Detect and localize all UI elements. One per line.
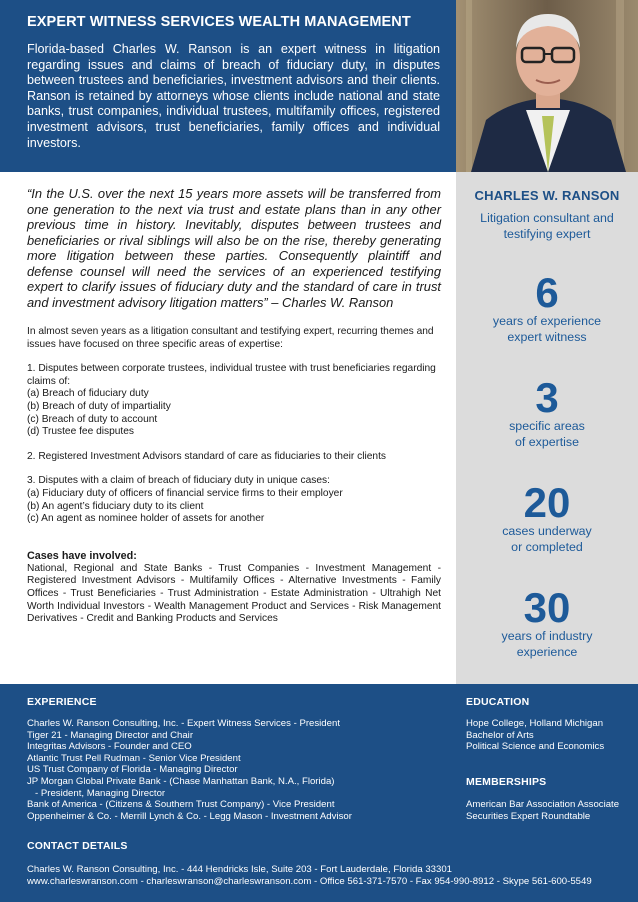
stat-label: years of experience	[492, 314, 602, 328]
stat-number: 3	[535, 374, 559, 421]
memberships-list	[466, 799, 619, 822]
list-item: (b) An agent’s fiduciary duty to its client	[27, 500, 204, 512]
stat-label: specific areas	[509, 419, 585, 433]
education-item: Hope College, Holland Michigan	[466, 718, 604, 729]
stat-number: 6	[535, 269, 559, 316]
list-item: (b) Breach of duty of impartiality	[27, 400, 171, 412]
stat-label: of expertise	[514, 434, 580, 449]
footer	[0, 684, 638, 902]
stat-number: 30	[523, 584, 571, 631]
quote-block: “In the U.S. over the next 15 years more assets will be transferred from one generation to the next via trust and estate plans than in any other previous time in history. Inevitably, disputes between trustees and beneficiaries or rival siblings will also be on the rise, thereby generating more litigation between these parties. Consequently plaintiff and defense counsel will need the services of an experienced testifying expert to clarify issues of fiduciary duty and the standard of care in trust and investment advisory litigation matters” – Charles W. Ranson	[27, 186, 441, 310]
contact-title: CONTACT DETAILS	[27, 840, 128, 852]
stat-label: cases underway	[502, 524, 592, 538]
profile-sidebar	[456, 172, 638, 684]
page-title: EXPERT WITNESS SERVICES WEALTH MANAGEMENT	[27, 14, 411, 30]
stat-specific-areas	[456, 374, 638, 450]
experience-item: Oppenheimer & Co. - Merrill Lynch & Co. - Legg Mason - Investment Advisor	[27, 810, 352, 822]
experience-title: EXPERIENCE	[27, 696, 97, 708]
experience-item: Atlantic Trust Pell Rudman - Senior Vice President	[27, 752, 241, 764]
profile-role-line: Litigation consultant and	[480, 211, 614, 225]
experience-item: - President, Managing Director	[27, 787, 166, 799]
experience-list	[27, 718, 352, 822]
stat-label: expert witness	[507, 329, 587, 344]
stat-cases	[456, 479, 638, 555]
list-item: (c) Breach of duty to account	[27, 413, 158, 425]
cases-title: Cases have involved:	[27, 549, 137, 562]
education-list	[466, 718, 604, 753]
experience-item: Charles W. Ranson Consulting, Inc. - Expert Witness Services - President	[27, 718, 340, 729]
intro-paragraph: Florida-based Charles W. Ranson is an expert witness in litigation regarding issues and claims of breach of fiduciary duty, in disputes between trustees and beneficiaries, investment advisors and their clients. Ranson is retained by attorneys whose clients include national and state banks, trust companies, individual trustees, multifamily offices, registered investment advisors, trust beneficiaries, family offices and individual investors.	[27, 42, 440, 150]
expertise-area-1	[27, 363, 441, 439]
area-heading: 1. Disputes between corporate trustees, individual trustee with trust beneficiaries regarding claims of:	[27, 363, 436, 387]
stat-label: years of industry	[501, 629, 593, 643]
portrait-photo	[456, 0, 638, 172]
experience-item: US Trust Company of Florida - Managing Director	[27, 764, 238, 776]
profile-role	[456, 211, 638, 242]
memberships-title: MEMBERSHIPS	[466, 776, 547, 788]
experience-item: Integritas Advisors - Founder and CEO	[27, 741, 192, 753]
experience-item: Bank of America - (Citizens & Southern Trust Company) - Vice President	[27, 799, 335, 811]
expertise-section	[27, 326, 441, 526]
list-item: (d) Trustee fee disputes	[27, 426, 135, 438]
stat-number: 20	[523, 479, 571, 526]
membership-item: American Bar Association Associate	[466, 799, 620, 810]
education-item: Bachelor of Arts	[466, 729, 534, 741]
stat-years-expert	[456, 269, 638, 345]
membership-item: Securities Expert Roundtable	[466, 810, 591, 822]
experience-item: JP Morgan Global Private Bank - (Chase Manhattan Bank, N.A., Florida)	[27, 775, 335, 787]
education-item: Political Science and Economics	[466, 741, 605, 753]
list-item: (a) Fiduciary duty of officers of financial service firms to their employer	[27, 487, 343, 499]
experience-item: Tiger 21 - Managing Director and Chair	[27, 729, 194, 741]
expertise-area-2	[27, 451, 441, 464]
header-banner	[0, 0, 456, 172]
profile-role-line: testifying expert	[503, 226, 591, 241]
stat-label: experience	[516, 644, 578, 659]
overview-paragraph: In almost seven years as a litigation consultant and testifying expert, recurring themes and issues have focused on three specific areas of expertise:	[27, 326, 434, 350]
education-title: EDUCATION	[466, 696, 530, 708]
contact-details	[27, 864, 592, 887]
portrait-illustration	[456, 0, 638, 172]
main-column	[27, 186, 441, 626]
contact-address: Charles W. Ranson Consulting, Inc. - 444 Hendricks Isle, Suite 203 - Fort Lauderdale, Florida 33301	[27, 864, 453, 875]
profile-name: CHARLES W. RANSON	[474, 188, 620, 203]
stat-years-industry	[456, 584, 638, 660]
contact-links: www.charleswranson.com - charleswranson@charleswranson.com - Office 561-371-7570 - Fax 954-990-8912 - Skype 561-600-5549	[27, 875, 592, 887]
list-item: (a) Breach of fiduciary duty	[27, 388, 149, 400]
stat-label: or completed	[511, 539, 583, 554]
list-item: (c) An agent as nominee holder of assets for another	[27, 513, 265, 525]
area-heading: 2. Registered Investment Advisors standard of care as fiduciaries to their clients	[27, 450, 386, 462]
area-heading: 3. Disputes with a claim of breach of fiduciary duty in unique cases:	[27, 475, 330, 487]
expertise-area-3	[27, 475, 441, 525]
cases-list: National, Regional and State Banks - Trust Companies - Investment Management - Registered Investment Advisors - Multifamily Offices - Alternative Investments - Family Offices - Trust Beneficiaries - Trust Administration - Estate Administration - Ultrahigh Net Worth Individual Investors - Wealth Management Product and Services - Risk Management Derivatives - Credit and Banking Products and Services	[27, 562, 441, 625]
